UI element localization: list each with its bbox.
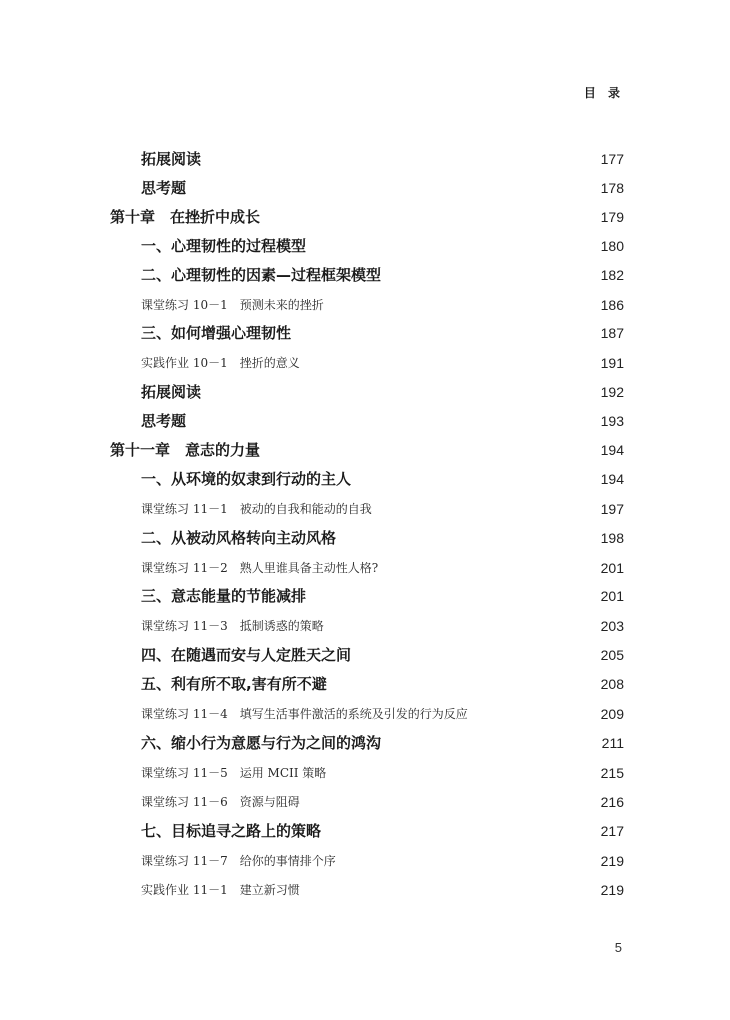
- toc-entry-page: 182: [600, 267, 624, 283]
- toc-entry-page: 203: [600, 618, 624, 634]
- toc-entry-page: 217: [600, 823, 624, 839]
- toc-entry-title: 六、缩小行为意愿与行为之间的鸿沟: [141, 734, 382, 752]
- toc-entry[interactable]: [0, 732, 730, 754]
- toc-entry-page: 201: [600, 588, 624, 604]
- toc-entry-page: 216: [600, 794, 624, 810]
- toc-entry[interactable]: [0, 527, 730, 549]
- toc-entry-page: 205: [600, 647, 624, 663]
- toc-entry-page: 194: [600, 442, 624, 458]
- toc-entry-page: 194: [600, 471, 624, 487]
- toc-entry[interactable]: [0, 468, 730, 490]
- toc-entry-title: 课堂练习 11－3 抵制诱惑的策略: [141, 619, 324, 633]
- toc-entry-page: 192: [600, 384, 624, 400]
- toc-entry-page: 201: [600, 560, 624, 576]
- toc-entry-page: 180: [600, 238, 624, 254]
- toc-entry-title: 课堂练习 11－7 给你的事情排个序: [141, 854, 336, 868]
- toc-entry-page: 177: [600, 151, 624, 167]
- toc-entry-title: 课堂练习 11－2 熟人里谁具备主动性人格?: [141, 561, 379, 575]
- toc-entry[interactable]: [0, 352, 730, 374]
- toc-entry-page: 193: [600, 413, 624, 429]
- toc-entry[interactable]: [0, 879, 730, 901]
- toc-entry[interactable]: [0, 498, 730, 520]
- toc-entry[interactable]: [0, 439, 730, 461]
- toc-entry-title: 思考题: [141, 412, 187, 430]
- toc-entry-title: 课堂练习 10－1 预测未来的挫折: [141, 298, 324, 312]
- toc-entry-title: 课堂练习 11－5 运用 MCII 策略: [141, 766, 327, 780]
- running-header: 目 录: [583, 86, 624, 100]
- toc-entry[interactable]: [0, 644, 730, 666]
- toc-entry-page: 215: [600, 765, 624, 781]
- toc-entry-title: 二、心理韧性的因素—过程框架模型: [141, 266, 382, 284]
- toc-entry-title: 第十章 在挫折中成长: [110, 208, 261, 226]
- toc-entry-page: 209: [600, 706, 624, 722]
- toc-entry-title: 实践作业 11－1 建立新习惯: [141, 883, 300, 897]
- toc-entry-page: 219: [600, 853, 624, 869]
- toc-entry-title: 三、意志能量的节能减排: [141, 587, 307, 605]
- toc-entry-page: 186: [600, 297, 624, 313]
- toc-entry[interactable]: [0, 206, 730, 228]
- toc-entry-page: 178: [600, 180, 624, 196]
- toc-entry[interactable]: [0, 148, 730, 170]
- toc-entry-title: 一、心理韧性的过程模型: [141, 237, 307, 255]
- toc-entry[interactable]: [0, 673, 730, 695]
- toc-entry-title: 三、如何增强心理韧性: [141, 324, 292, 342]
- toc-entry[interactable]: [0, 615, 730, 637]
- toc-entry-page: 179: [600, 209, 624, 225]
- toc-entry[interactable]: [0, 381, 730, 403]
- toc-entry[interactable]: [0, 322, 730, 344]
- toc-entry-title: 七、目标追寻之路上的策略: [141, 822, 322, 840]
- toc-entry-page: 211: [601, 735, 624, 751]
- toc-entry-title: 思考题: [141, 179, 187, 197]
- toc-entry-title: 二、从被动风格转向主动风格: [141, 529, 337, 547]
- toc-entry[interactable]: [0, 177, 730, 199]
- toc-entry-title: 课堂练习 11－6 资源与阻碍: [141, 795, 300, 809]
- toc-entry[interactable]: [0, 791, 730, 813]
- toc-entry-title: 拓展阅读: [141, 150, 202, 168]
- toc-entry-title: 课堂练习 11－4 填写生活事件激活的系统及引发的行为反应: [141, 707, 468, 721]
- toc-entry-page: 191: [600, 355, 624, 371]
- toc-entry[interactable]: [0, 264, 730, 286]
- toc-entry-page: 197: [600, 501, 624, 517]
- toc-entry-title: 五、利有所不取,害有所不避: [141, 675, 327, 693]
- toc-entry-title: 四、在随遇而安与人定胜天之间: [141, 646, 352, 664]
- toc-entry[interactable]: [0, 850, 730, 872]
- toc-entry[interactable]: [0, 703, 730, 725]
- toc-entry-title: 一、从环境的奴隶到行动的主人: [141, 470, 352, 488]
- toc-entry-title: 第十一章 意志的力量: [110, 441, 261, 459]
- page-number: 5: [614, 940, 622, 955]
- toc-entry[interactable]: [0, 820, 730, 842]
- toc-entry[interactable]: [0, 585, 730, 607]
- toc-entry-title: 实践作业 10－1 挫折的意义: [141, 356, 300, 370]
- toc-entry-title: 拓展阅读: [141, 383, 202, 401]
- toc-entry-page: 187: [600, 325, 624, 341]
- toc-entry[interactable]: [0, 294, 730, 316]
- toc-entry[interactable]: [0, 410, 730, 432]
- toc-entry-page: 198: [600, 530, 624, 546]
- toc-entry-page: 219: [600, 882, 624, 898]
- toc-entry[interactable]: [0, 762, 730, 784]
- toc-entry-title: 课堂练习 11－1 被动的自我和能动的自我: [141, 502, 372, 516]
- toc-entry-page: 208: [600, 676, 624, 692]
- toc-entry[interactable]: [0, 235, 730, 257]
- toc-entry[interactable]: [0, 557, 730, 579]
